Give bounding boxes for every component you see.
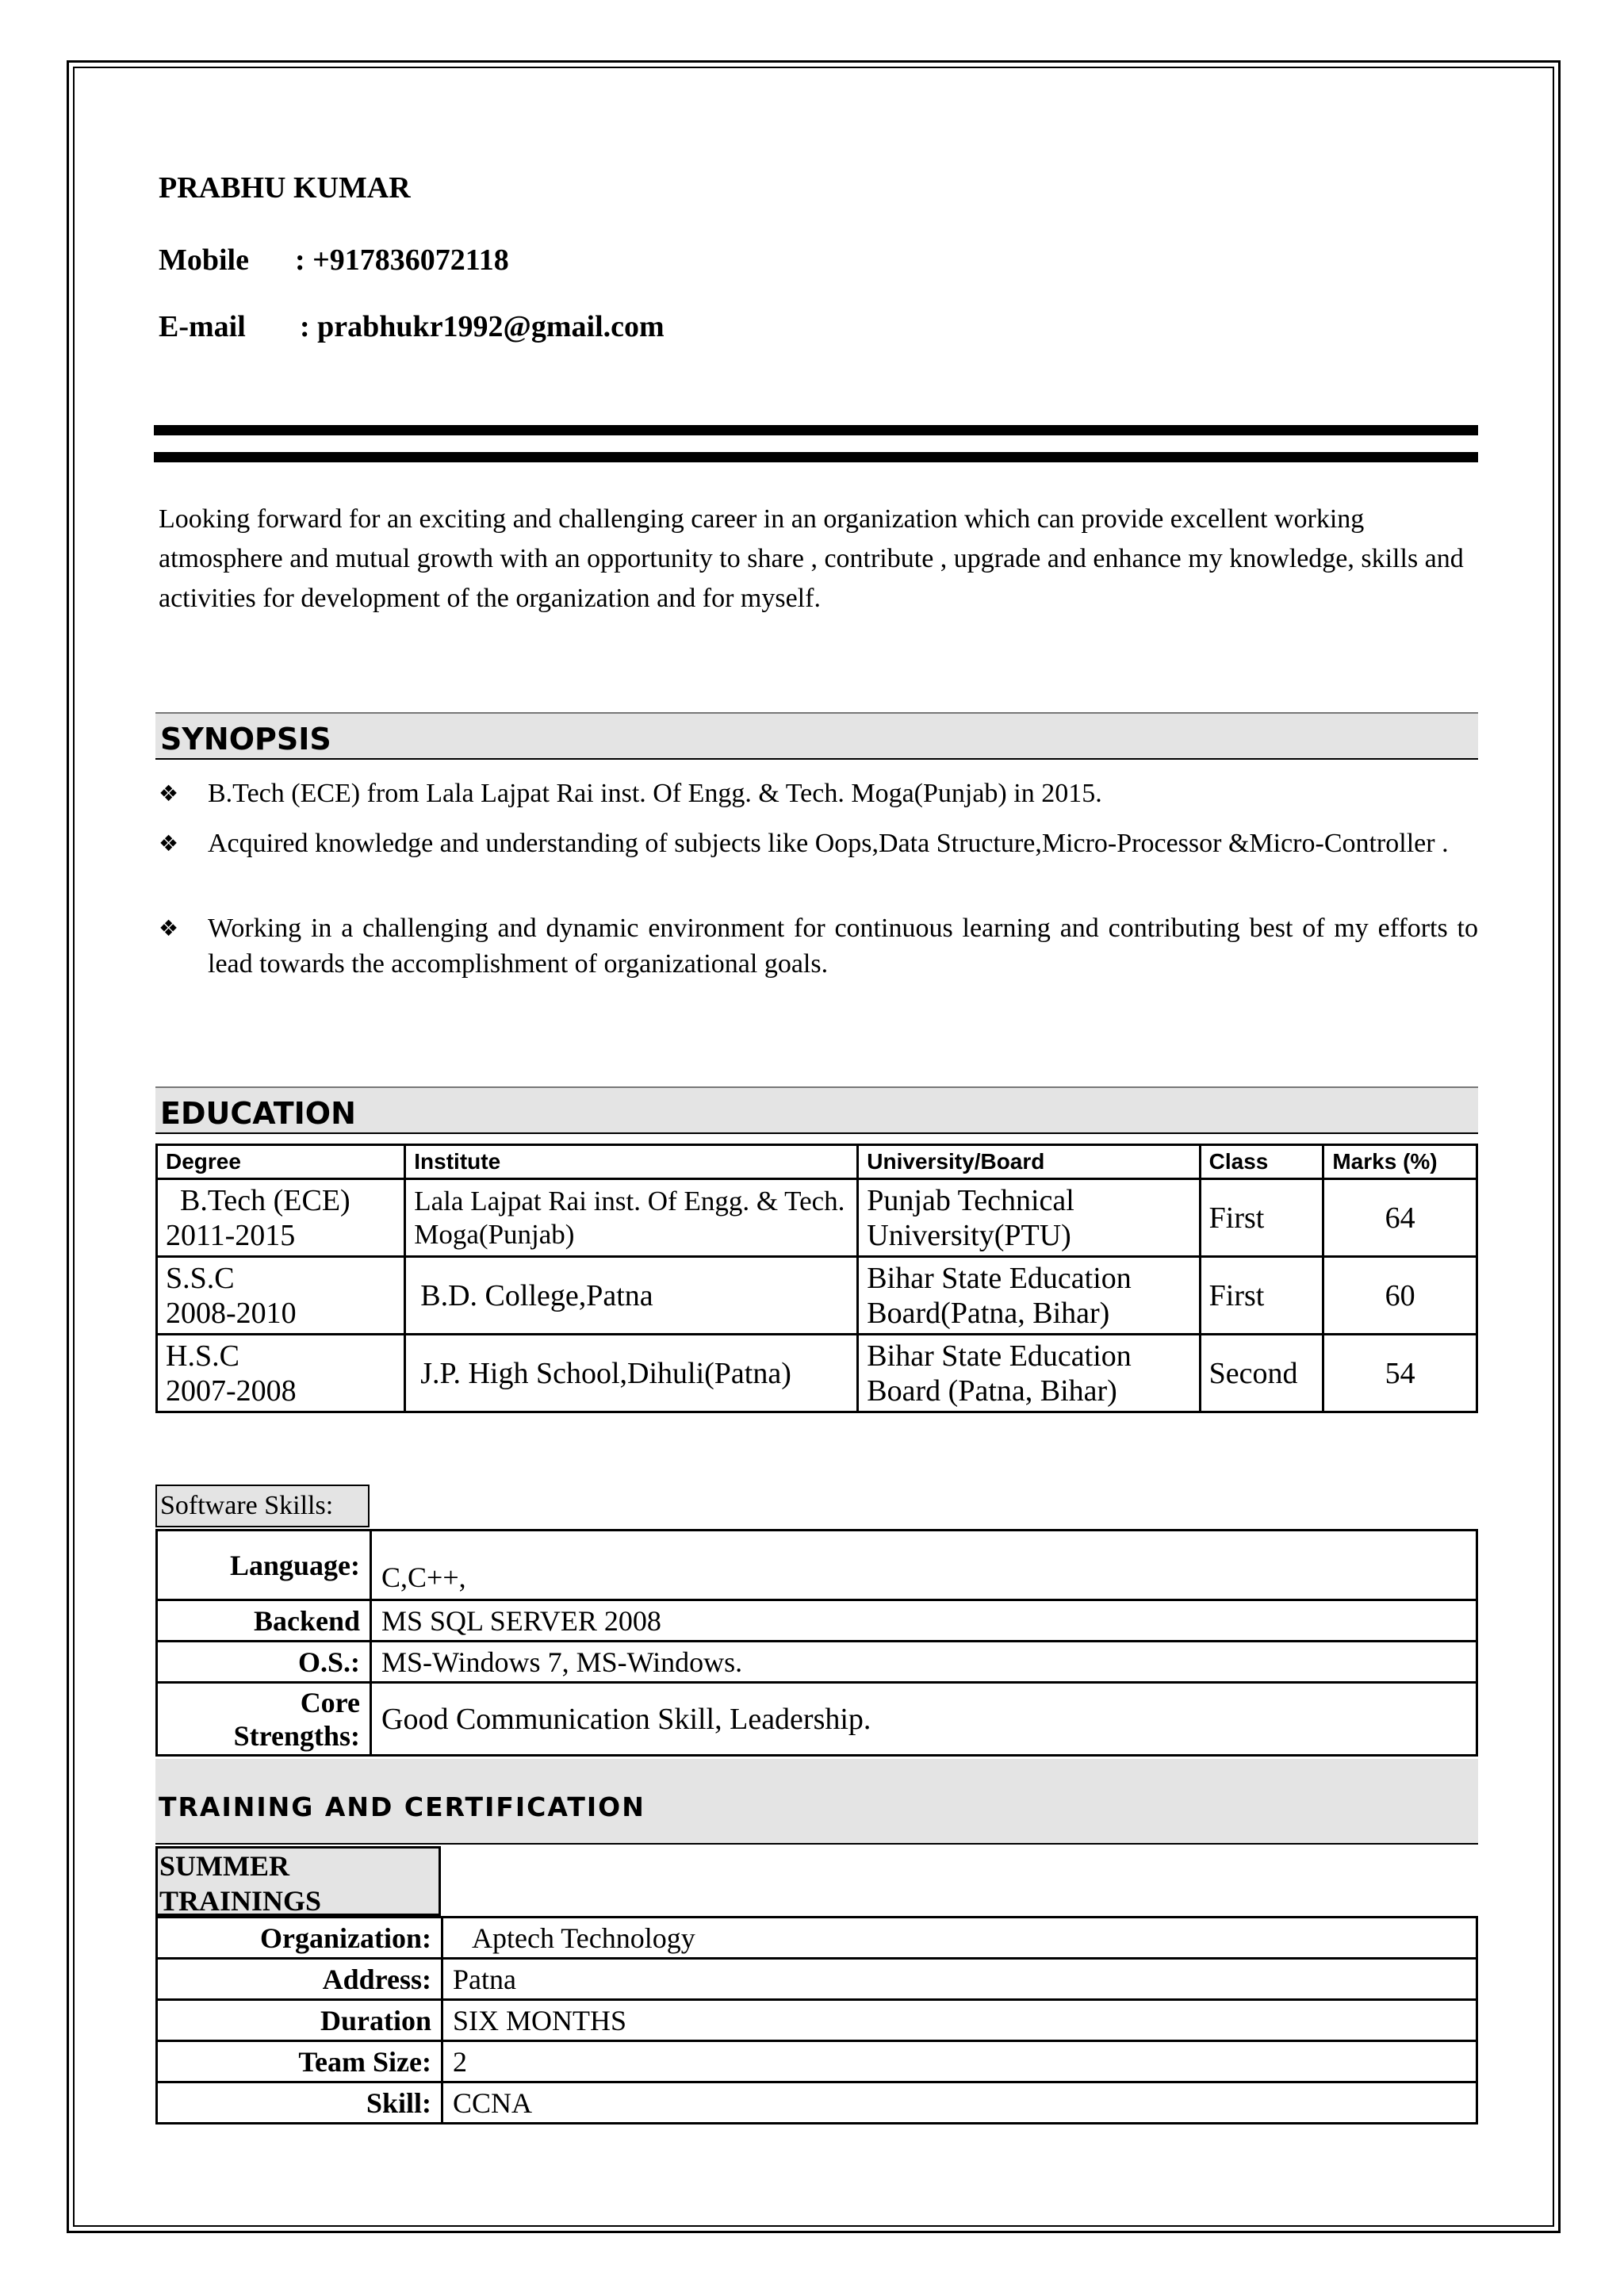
column-header-marks: Marks (%) [1323, 1145, 1477, 1179]
class-cell: First [1200, 1257, 1323, 1335]
career-objective: Looking forward for an exciting and challenging career in an organization which can provide excellent working atmosphere and mutual growth with an opportunity to share , contribute , upgrade and enhance my knowledge, skills and activities for development of the organization and for myself. [159, 504, 1464, 613]
table-row [157, 1959, 1477, 2000]
email-label: E-mail [159, 310, 246, 343]
column-header-degree: Degree [157, 1145, 405, 1179]
diamond-bullet-icon: ❖ [159, 780, 179, 807]
summer-trainings-title: SUMMER TRAININGS [159, 1850, 322, 1917]
training-table [155, 1916, 1478, 2125]
training-key: Team Size: [157, 2041, 442, 2082]
candidate-name: PRABHU KUMAR [159, 171, 411, 205]
diamond-bullet-icon: ❖ [159, 915, 179, 941]
software-skills-label-box [155, 1485, 370, 1527]
synopsis-item: ❖ Working in a challenging and dynamic environment for continuous learning and contributing best of my efforts to lead towards the accomplishment of organizational goals. [159, 910, 1478, 982]
degree-cell: H.S.C 2007-2008 [157, 1335, 405, 1412]
column-header-class: Class [1200, 1145, 1323, 1179]
training-value: 2 [442, 2041, 1477, 2082]
software-skills-table [155, 1529, 1478, 1757]
training-value: Aptech Technology [442, 1918, 1477, 1959]
table-row [157, 1600, 1477, 1642]
degree-cell: B.Tech (ECE) 2011-2015 [157, 1179, 405, 1257]
table-row [157, 2000, 1477, 2041]
header-divider-bottom [154, 452, 1478, 462]
column-header-institute: Institute [405, 1145, 858, 1179]
class-cell: Second [1200, 1335, 1323, 1412]
table-row [157, 1531, 1477, 1600]
synopsis-title: SYNOPSIS [160, 722, 331, 757]
training-key: Skill: [157, 2082, 442, 2124]
institute-cell: Lala Lajpat Rai inst. Of Engg. & Tech. Moga(Punjab) [405, 1179, 858, 1257]
synopsis-section-header [155, 712, 1478, 760]
training-key: Address: [157, 1959, 442, 2000]
training-title: TRAINING AND CERTIFICATION [159, 1791, 645, 1822]
table-row [157, 1257, 1477, 1335]
training-value: SIX MONTHS [442, 2000, 1477, 2041]
education-title: EDUCATION [160, 1096, 356, 1131]
table-row [157, 1683, 1477, 1756]
skill-value: MS SQL SERVER 2008 [371, 1600, 1477, 1642]
table-row [157, 1642, 1477, 1683]
marks-cell: 64 [1323, 1179, 1477, 1257]
table-row [157, 1335, 1477, 1412]
synopsis-item: ❖ Acquired knowledge and understanding of subjects like Oops,Data Structure,Micro-Processor &Micro-Controller . [159, 826, 1478, 861]
mobile-label: Mobile [159, 243, 249, 277]
training-section-header [155, 1759, 1478, 1845]
table-row [157, 1918, 1477, 1959]
skill-key: Core Strengths: [157, 1683, 371, 1756]
synopsis-item: ❖ B.Tech (ECE) from Lala Lajpat Rai inst. Of Engg. & Tech. Moga(Punjab) in 2015. [159, 776, 1478, 811]
marks-cell: 60 [1323, 1257, 1477, 1335]
mobile-value: : +917836072118 [295, 243, 509, 277]
education-table [155, 1144, 1478, 1413]
training-key: Organization: [157, 1918, 442, 1959]
software-skills-title: Software Skills: [160, 1491, 334, 1520]
column-header-board: University/Board [858, 1145, 1200, 1179]
marks-cell: 54 [1323, 1335, 1477, 1412]
training-key: Duration [157, 2000, 442, 2041]
table-row [157, 1179, 1477, 1257]
diamond-bullet-icon: ❖ [159, 830, 179, 856]
skill-key: O.S.: [157, 1642, 371, 1683]
education-header-row [157, 1145, 1477, 1179]
skill-value: C,C++, [371, 1531, 1477, 1600]
degree-cell: S.S.C 2008-2010 [157, 1257, 405, 1335]
board-cell: Bihar State Education Board(Patna, Bihar) [858, 1257, 1200, 1335]
board-cell: Punjab Technical University(PTU) [858, 1179, 1200, 1257]
skill-key: Language: [157, 1531, 371, 1600]
skill-key: Backend [157, 1600, 371, 1642]
header-divider-top [154, 425, 1478, 435]
summer-trainings-label-box [155, 1846, 441, 1916]
class-cell: First [1200, 1179, 1323, 1257]
table-row [157, 2041, 1477, 2082]
training-value: CCNA [442, 2082, 1477, 2124]
training-value: Patna [442, 1959, 1477, 2000]
skill-value: Good Communication Skill, Leadership. [371, 1683, 1477, 1756]
email-value: : prabhukr1992@gmail.com [300, 310, 665, 343]
education-section-header [155, 1086, 1478, 1134]
skill-value: MS-Windows 7, MS-Windows. [371, 1642, 1477, 1683]
institute-cell: B.D. College,Patna [405, 1257, 858, 1335]
institute-cell: J.P. High School,Dihuli(Patna) [405, 1335, 858, 1412]
table-row [157, 2082, 1477, 2124]
board-cell: Bihar State Education Board (Patna, Bihar) [858, 1335, 1200, 1412]
